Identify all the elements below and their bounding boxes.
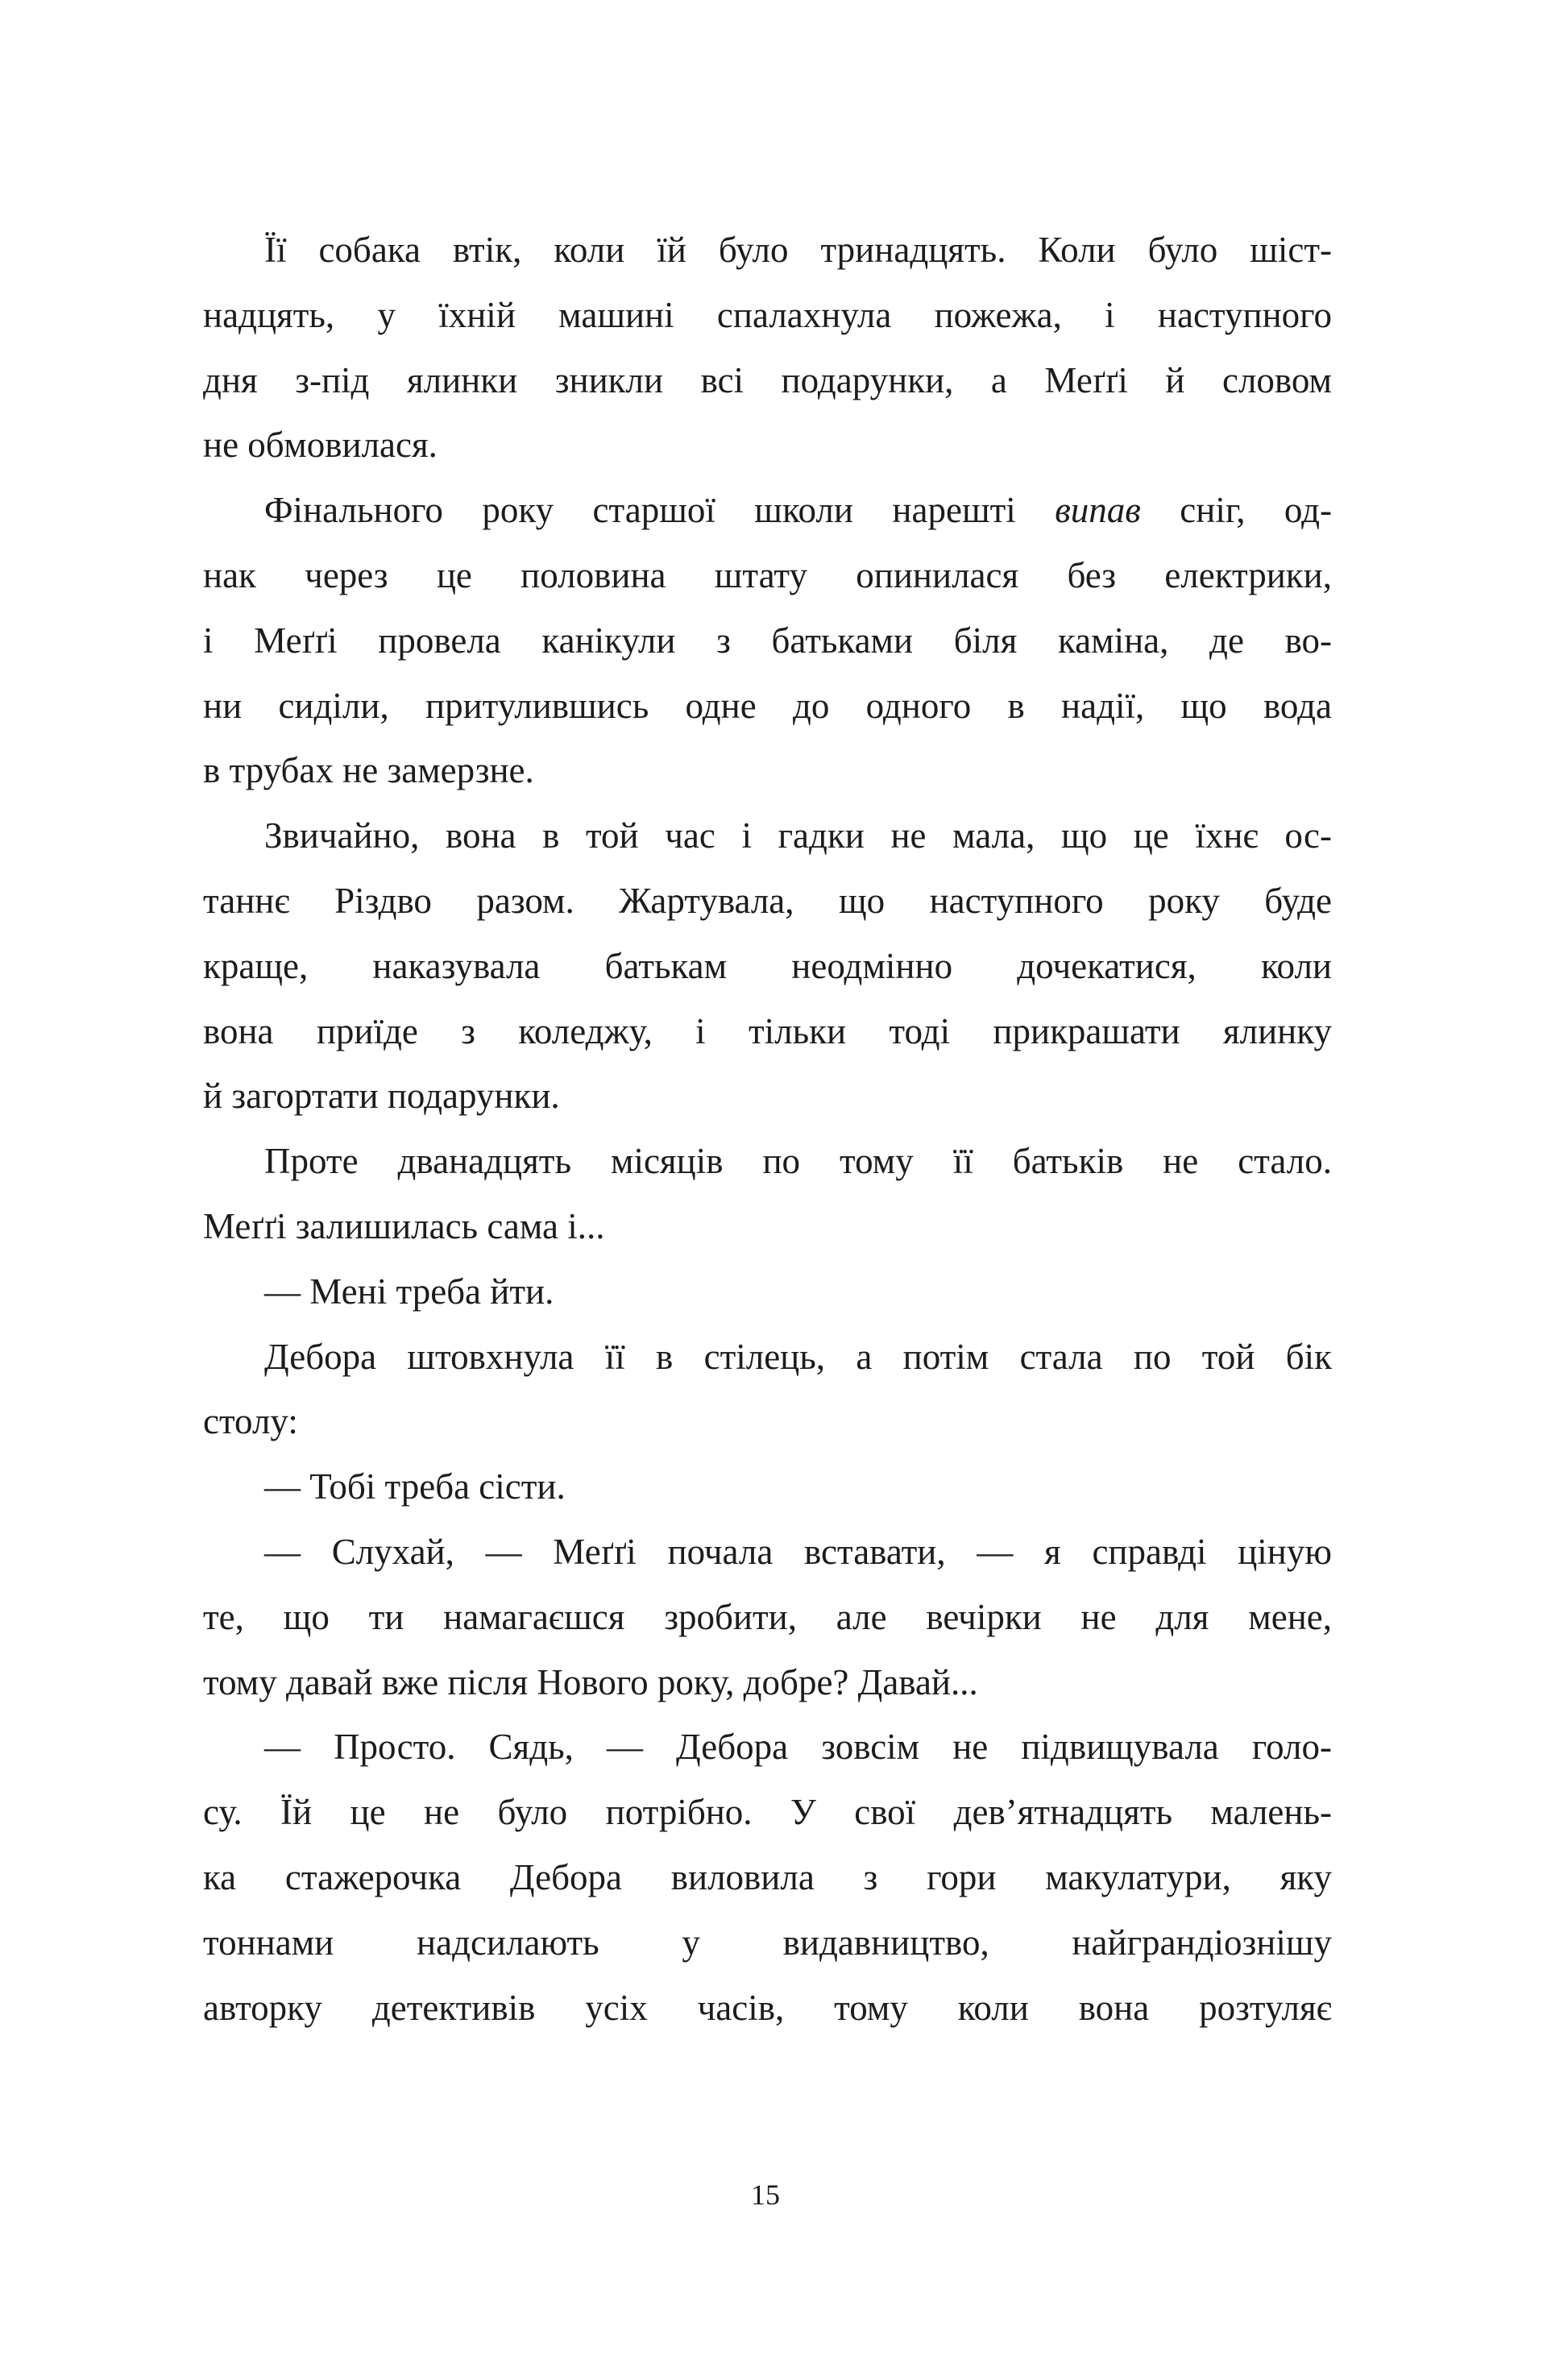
text-line: Меґґі залишилась сама і...: [203, 1205, 605, 1246]
text-line: надцять, у їхній машині спалахнула пожежа, і наступного: [203, 294, 1332, 335]
text-line: ни сиділи, притулившись одне до одного в надії, що вода: [203, 685, 1332, 726]
text-line: те, що ти намагаєшся зробити, але вечірки не для мене,: [203, 1596, 1332, 1637]
text-line: не обмовилася.: [203, 425, 438, 466]
paragraph: [203, 803, 1332, 1129]
text-line: [203, 478, 1332, 543]
text-line: — Тобі треба сісти.: [264, 1466, 566, 1507]
paragraph: [203, 218, 1332, 478]
paragraph: [203, 1129, 1332, 1259]
text-line: краще, наказувала батькам неодмінно дочекатися, коли: [203, 945, 1332, 986]
dialogue-line: [203, 1454, 1332, 1520]
emphasis-word: випав: [1055, 490, 1141, 531]
text-line: в трубах не замерзне.: [203, 750, 534, 791]
text-line: нак через це половина штату опинилася без електрики,: [203, 554, 1332, 595]
dialogue-line: [203, 1259, 1332, 1325]
text-line: Звичайно, вона в той час і гадки не мала, що це їхнє ос-: [264, 815, 1332, 856]
text-line: таннє Різдво разом. Жартувала, що наступного року буде: [203, 880, 1332, 921]
paragraph: [203, 1325, 1332, 1455]
paragraph: [203, 478, 1332, 803]
text-line: авторку детективів усіх часів, тому коли вона розтуляє: [203, 1987, 1332, 2028]
text-line: Її собака втік, коли їй було тринадцять. Коли було шіст-: [264, 230, 1332, 270]
text-line: столу:: [203, 1401, 298, 1442]
body-text: [203, 218, 1332, 2040]
text-line: Дебора штовхнула її в стілець, а потім стала по той бік: [264, 1336, 1332, 1377]
text-line: — Слухай, — Меґґі почала вставати, — я справді ціную: [264, 1531, 1332, 1572]
text-line: і Меґґі провела канікули з батьками біля каміна, де во-: [203, 620, 1332, 661]
text-line: ка стажерочка Дебора виловила з гори макулатури, яку: [203, 1856, 1332, 1897]
text-line: дня з-під ялинки зникли всі подарунки, а Меґґі й словом: [203, 359, 1332, 400]
text-line: су. Їй це не було потрібно. У свої дев’ятнадцять малень-: [203, 1792, 1332, 1833]
dialogue-line: [203, 1715, 1332, 2040]
dialogue-line: [203, 1520, 1332, 1715]
text-line: Проте дванадцять місяців по тому її батьків не стало.: [264, 1141, 1332, 1182]
page-number: 15: [751, 2179, 780, 2211]
text-line: тому давай вже після Нового року, добре? Давай...: [203, 1661, 978, 1702]
text-line: — Мені треба йти.: [264, 1271, 554, 1312]
text-line: — Просто. Сядь, — Дебора зовсім не підвищувала голо-: [264, 1727, 1332, 1768]
text-run: сніг, од-: [1140, 490, 1332, 531]
text-line: й загортати подарунки.: [203, 1076, 560, 1117]
text-run: Фінального року старшої школи нарешті: [264, 490, 1056, 531]
text-line: вона приїде з коледжу, і тільки тоді прикрашати ялинку: [203, 1010, 1332, 1051]
text-line: тоннами надсилають у видавництво, найграндіознішу: [203, 1922, 1332, 1963]
